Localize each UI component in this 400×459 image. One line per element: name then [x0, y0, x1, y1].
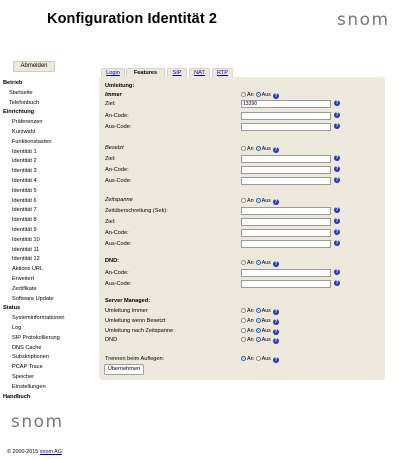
sidebar-item[interactable]: Einstellungen [12, 383, 46, 390]
radio-aus-label: Aus [261, 260, 271, 266]
hangup-toggle [241, 356, 279, 363]
sidebar-item[interactable]: Identität 3 [12, 168, 37, 175]
tab-features[interactable]: Features [126, 68, 165, 77]
help-icon[interactable]: ? [335, 177, 339, 183]
radio-aus[interactable] [256, 337, 261, 342]
immer-toggle [241, 92, 279, 99]
radio-an[interactable] [241, 318, 246, 323]
radio-aus-label: Aus [261, 318, 271, 324]
zeitspanne-duration-label: Zeitüberschreitung (Sek): [105, 208, 168, 214]
sidebar-nav [3, 79, 96, 402]
help-icon[interactable]: ? [335, 207, 339, 213]
sidebar-item[interactable]: Aktions URL [12, 266, 44, 273]
snom-logo-bottom: snom [11, 412, 64, 432]
sidebar-item[interactable]: Subskriptionen [12, 354, 50, 361]
help-icon[interactable]: ? [335, 269, 339, 275]
radio-aus-label: Aus [261, 337, 271, 343]
sidebar-heading: Betrieb [3, 80, 23, 86]
immer-aus-code-input[interactable] [241, 123, 331, 131]
sidebar-heading: Status [3, 305, 21, 312]
help-icon[interactable]: ? [274, 329, 278, 335]
radio-an-label: An [247, 328, 254, 334]
radio-aus-label: Aus [261, 308, 271, 314]
dnd-aus-code-input[interactable] [241, 280, 331, 288]
sidebar-item[interactable]: SIP Protokollierung [12, 334, 60, 341]
tab-nat[interactable]: NAT [189, 68, 210, 77]
besetzt-aus-code-label: Aus-Code: [105, 178, 132, 184]
immer-ziel-label: Ziel: [105, 101, 116, 107]
dnd-toggle [241, 260, 279, 267]
help-icon[interactable]: ? [335, 112, 339, 118]
help-icon[interactable]: ? [335, 155, 339, 161]
zeitspanne-aus-code-input[interactable] [241, 240, 331, 248]
radio-aus[interactable] [256, 328, 261, 333]
zeitspanne-an-code-label: An-Code: [105, 230, 129, 236]
help-icon[interactable]: ? [274, 357, 278, 363]
immer-ziel-input[interactable]: 13390 [241, 100, 331, 108]
radio-an-label: An [247, 318, 254, 324]
sidebar-item[interactable]: PCAP Trace [12, 364, 43, 371]
tab-rtp[interactable]: RTP [212, 68, 233, 77]
sidebar-item[interactable]: Telefonbuch [9, 99, 40, 106]
sidebar-item[interactable]: Identität 10 [12, 236, 40, 243]
sidebar-item[interactable]: Speicher [12, 373, 35, 380]
apply-button[interactable]: Übernehmen [104, 364, 144, 375]
immer-label: Immer [105, 92, 122, 98]
radio-aus-label: Aus [261, 198, 271, 204]
radio-aus[interactable] [256, 356, 261, 361]
snom-logo: snom [337, 10, 390, 30]
sm-umleitung-zeitspanne-label: Umleitung nach Zeitspanne [105, 328, 174, 334]
help-icon[interactable]: ? [335, 280, 339, 286]
radio-aus-label: Aus [261, 356, 271, 362]
radio-an-label: An [247, 92, 254, 98]
tab-sip[interactable]: SIP [167, 68, 187, 77]
dnd-an-code-label: An-Code: [105, 270, 129, 276]
help-icon[interactable]: ? [274, 319, 278, 325]
radio-aus[interactable] [256, 146, 261, 151]
radio-an[interactable] [241, 337, 246, 342]
dnd-an-code-input[interactable] [241, 269, 331, 277]
radio-aus[interactable] [256, 92, 261, 97]
immer-an-code-label: An-Code: [105, 113, 129, 119]
zeitspanne-ziel-input[interactable] [241, 218, 331, 226]
radio-an-label: An [247, 356, 254, 362]
sidebar-item[interactable]: Identität 9 [12, 226, 37, 233]
radio-an[interactable] [241, 308, 246, 313]
help-icon[interactable]: ? [274, 261, 278, 267]
sidebar-item[interactable]: DNS Cache [12, 344, 42, 351]
sidebar-item[interactable]: Kurzwahl [12, 128, 36, 135]
zeitspanne-duration-input[interactable] [241, 207, 331, 215]
radio-aus-label: Aus [261, 146, 271, 152]
radio-an[interactable] [241, 260, 246, 265]
sidebar-heading: Einrichtung [3, 109, 35, 116]
radio-an-label: An [247, 146, 254, 152]
sm-umleitung-besetzt-toggle [241, 318, 279, 325]
zeitspanne-toggle [241, 198, 279, 205]
copyright-text: © 2000-2015 [7, 449, 40, 455]
help-icon[interactable]: ? [335, 229, 339, 235]
snom-ag-link[interactable]: snom AG [39, 449, 62, 455]
help-icon[interactable]: ? [335, 166, 339, 172]
sidebar-item[interactable]: Identität 2 [12, 158, 37, 165]
sidebar-item[interactable]: Identität 11 [12, 246, 40, 253]
sidebar-item[interactable]: Präferenzen [12, 119, 43, 126]
radio-aus-label: Aus [261, 92, 271, 98]
radio-an-label: An [247, 308, 254, 314]
zeitspanne-ziel-label: Ziel: [105, 219, 116, 225]
sidebar-item[interactable]: Identität 1 [12, 148, 37, 155]
help-icon[interactable]: ? [335, 240, 339, 246]
dnd-label: DND: [105, 258, 119, 264]
features-panel [99, 77, 385, 380]
sidebar-item[interactable]: Identität 5 [12, 187, 37, 194]
radio-an[interactable] [241, 198, 246, 203]
besetzt-ziel-input[interactable] [241, 155, 331, 163]
zeitspanne-aus-code-label: Aus-Code: [105, 241, 132, 247]
sidebar-item[interactable]: Erweitert [12, 275, 35, 282]
radio-aus[interactable] [256, 198, 261, 203]
help-icon[interactable]: ? [335, 123, 339, 129]
sidebar-item[interactable]: Funktionstasten [12, 138, 52, 145]
page-title: Konfiguration Identität 2 [47, 11, 218, 27]
besetzt-ziel-label: Ziel: [105, 156, 116, 162]
server-managed-heading: Server Managed: [105, 298, 151, 304]
sidebar-item[interactable]: Identität 12 [12, 256, 40, 263]
logout-button[interactable]: Abmelden [13, 61, 55, 72]
radio-an-label: An [247, 337, 254, 343]
sidebar-item[interactable]: Log [12, 324, 22, 331]
sm-dnd-label: DND [105, 337, 118, 343]
radio-aus-label: Aus [261, 328, 271, 334]
radio-an[interactable] [241, 146, 246, 151]
besetzt-an-code-label: An-Code: [105, 167, 129, 173]
sidebar-item[interactable]: Identität 8 [12, 217, 37, 224]
radio-an[interactable] [241, 328, 246, 333]
radio-an-label: An [247, 260, 254, 266]
page-header [0, 0, 400, 40]
dnd-aus-code-label: Aus-Code: [105, 281, 132, 287]
tab-login[interactable]: Login [101, 68, 125, 77]
besetzt-aus-code-input[interactable] [241, 177, 331, 185]
radio-an[interactable] [241, 92, 246, 97]
besetzt-an-code-input[interactable] [241, 166, 331, 174]
zeitspanne-an-code-input[interactable] [241, 229, 331, 237]
zeitspanne-label: Zeitspanne [105, 197, 133, 203]
sm-umleitung-immer-toggle [241, 308, 279, 315]
sidebar-item[interactable]: Identität 7 [12, 207, 37, 214]
hangup-label: Trennen beim Auflegen: [105, 356, 165, 362]
radio-an[interactable] [241, 356, 246, 361]
sidebar-item[interactable]: Systeminformationen [12, 315, 65, 322]
help-icon[interactable]: ? [274, 93, 278, 99]
besetzt-toggle [241, 146, 279, 153]
copyright [7, 449, 62, 455]
help-icon[interactable]: ? [335, 100, 339, 106]
sidebar-item[interactable]: Startseite [9, 89, 33, 96]
radio-aus[interactable] [256, 260, 261, 265]
help-icon[interactable]: ? [274, 309, 278, 315]
umleitung-heading: Umleitung: [105, 83, 135, 89]
sidebar-item[interactable]: Software Update [12, 295, 54, 302]
besetzt-label: Besetzt [105, 145, 124, 151]
sidebar-item[interactable]: Zertifikate [12, 285, 37, 292]
immer-an-code-input[interactable] [241, 112, 331, 120]
help-icon[interactable]: ? [274, 199, 278, 205]
help-icon[interactable]: ? [274, 147, 278, 153]
sm-umleitung-zeitspanne-toggle [241, 328, 279, 335]
sidebar-item[interactable]: Identität 6 [12, 197, 37, 204]
sm-umleitung-immer-label: Umleitung Immer [105, 308, 148, 314]
radio-aus[interactable] [256, 308, 261, 313]
immer-aus-code-label: Aus-Code: [105, 124, 132, 130]
help-icon[interactable]: ? [274, 338, 278, 344]
sidebar-item[interactable]: Identität 4 [12, 177, 37, 184]
radio-an-label: An [247, 198, 254, 204]
sidebar-heading: Handbuch [3, 393, 31, 400]
sm-dnd-toggle [241, 337, 279, 344]
sm-umleitung-besetzt-label: Umleitung wenn Besetzt [105, 318, 166, 324]
radio-aus[interactable] [256, 318, 261, 323]
help-icon[interactable]: ? [335, 218, 339, 224]
